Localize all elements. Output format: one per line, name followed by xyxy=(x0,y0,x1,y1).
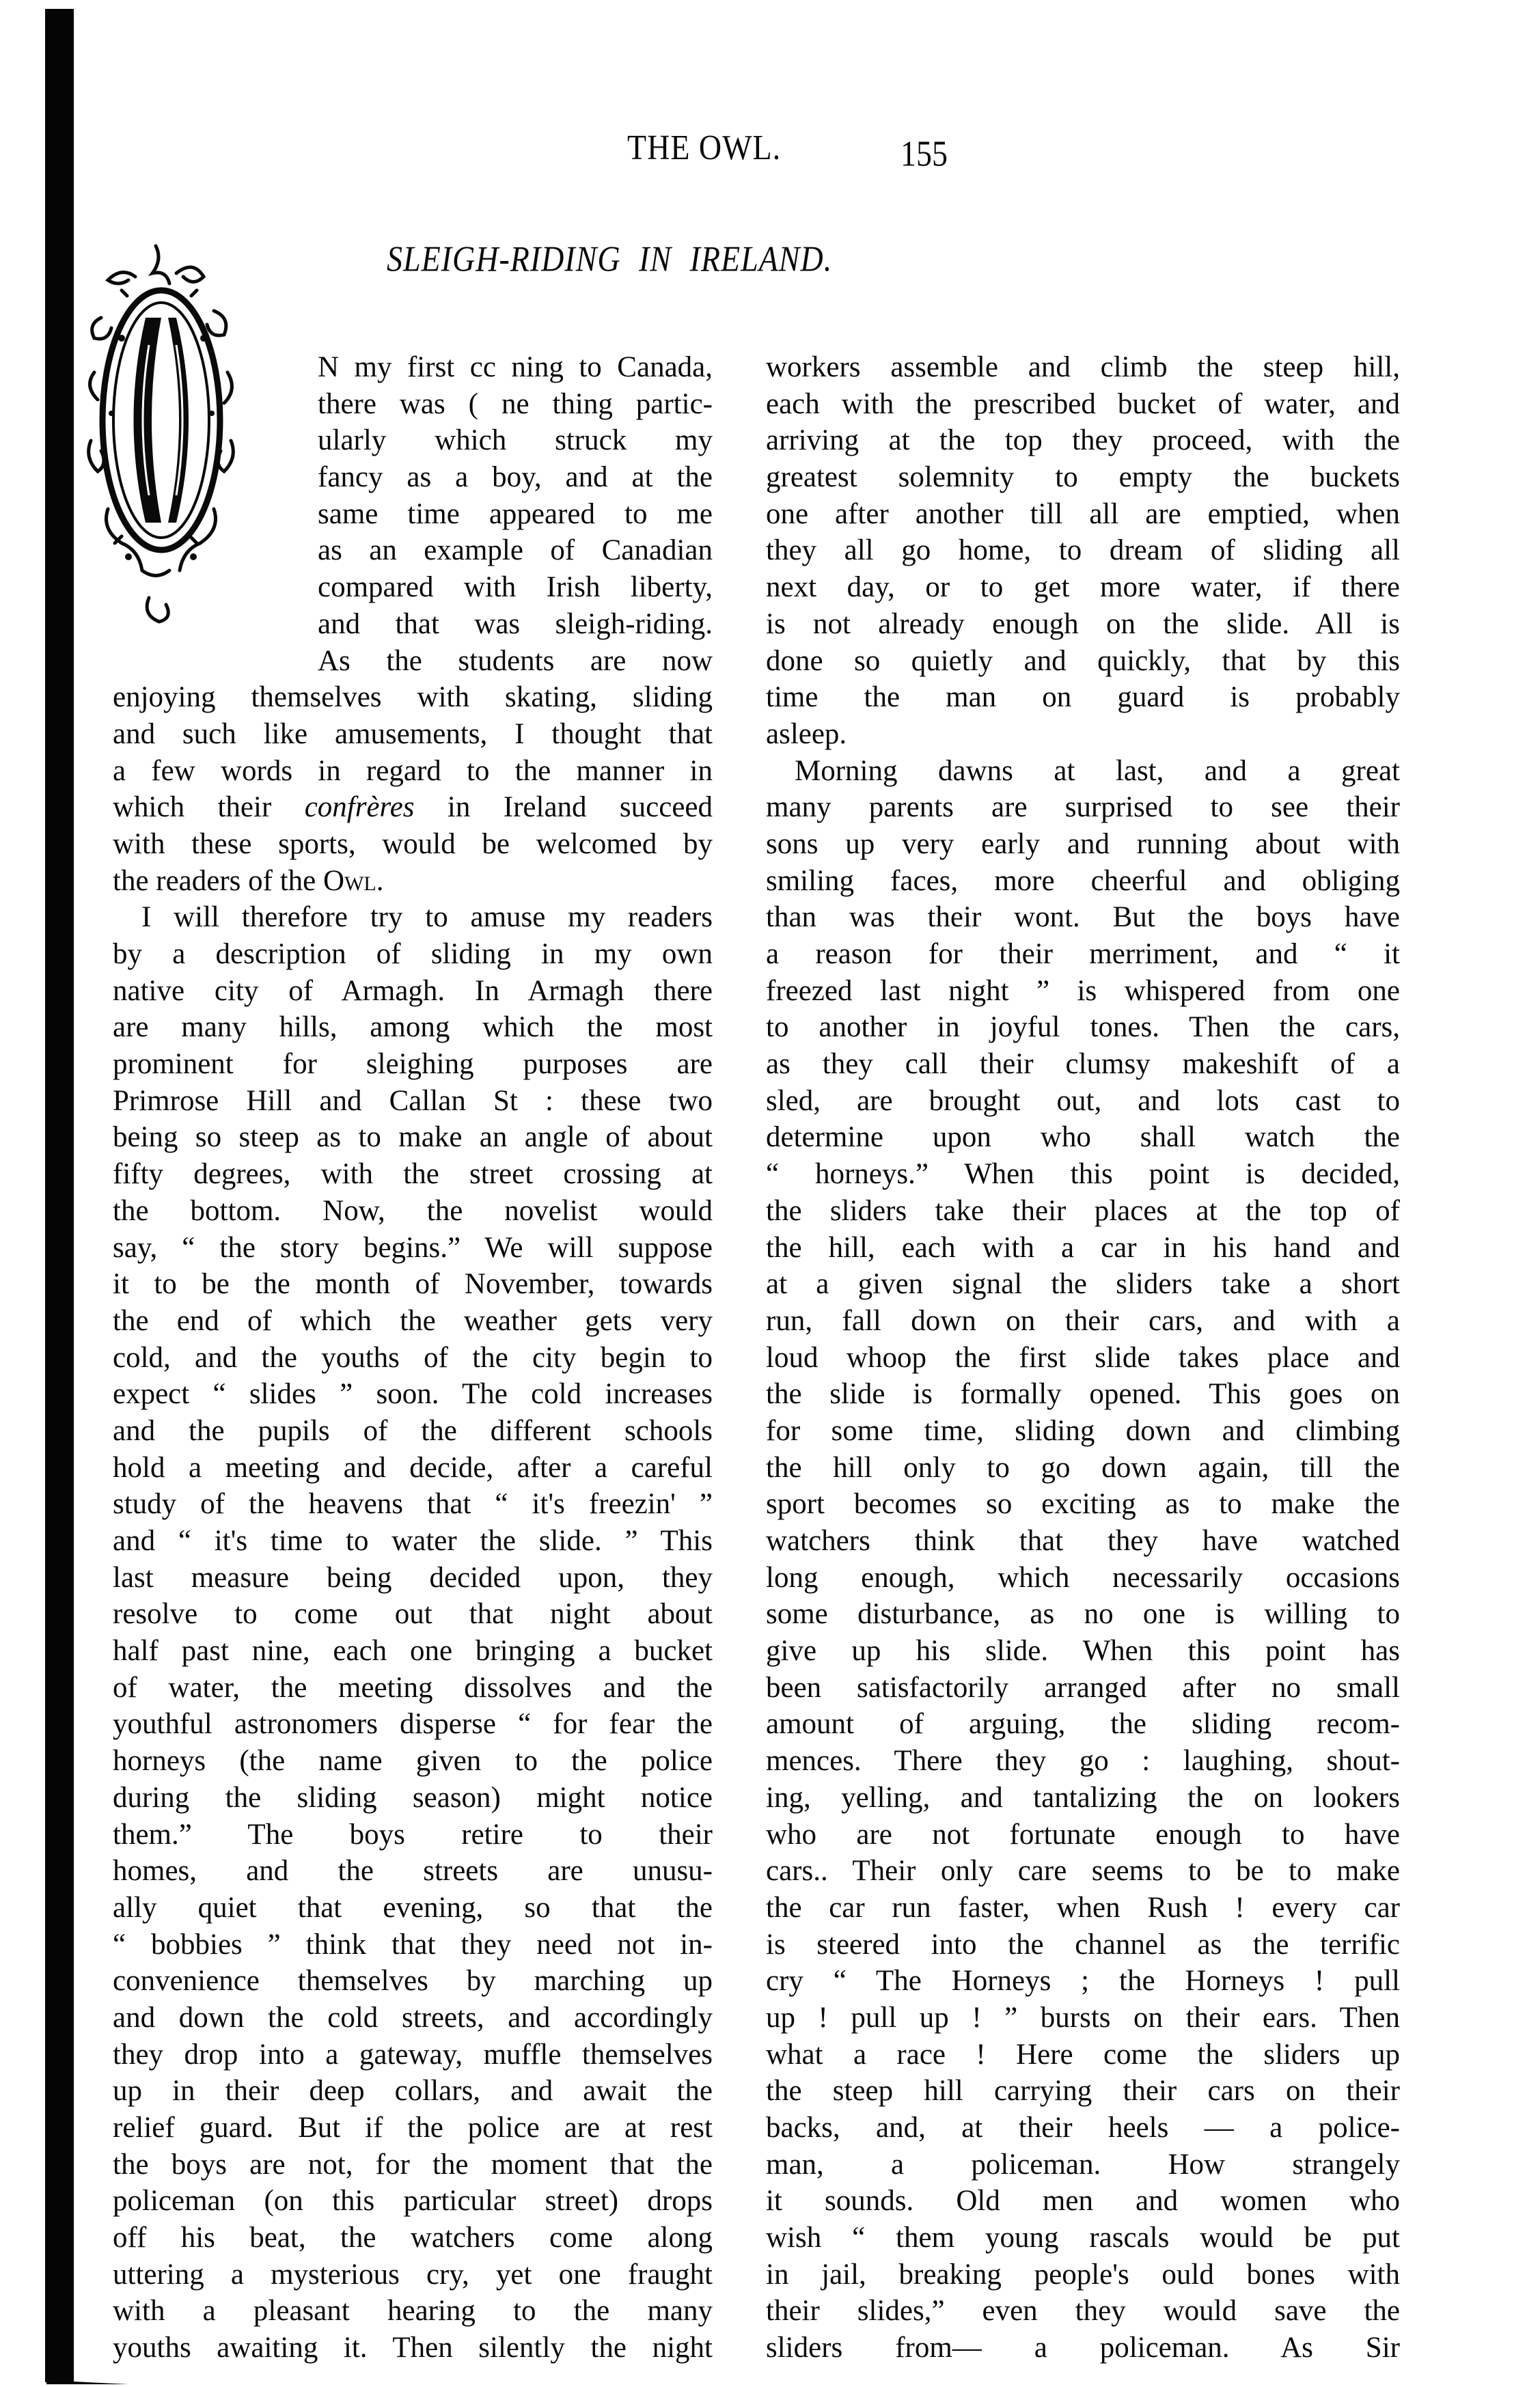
text-line: “ bobbies ” think that they need not in- xyxy=(113,1928,713,1961)
text-line: hold a meeting and decide, after a careful xyxy=(113,1451,713,1484)
text-line: and the pupils of the different schools xyxy=(113,1414,713,1447)
text-line: there was ( ne thing partic- xyxy=(318,387,713,420)
text-line: wish “ them young rascals would be put xyxy=(766,2222,1400,2254)
text-line: As the students are now xyxy=(318,644,713,677)
text-line: it to be the month of November, towards xyxy=(113,1268,713,1301)
text-line: them.” The boys retire to their xyxy=(113,1818,713,1851)
text-line: what a race ! Here come the sliders up xyxy=(766,2038,1400,2071)
text-line: last measure being decided upon, they xyxy=(113,1561,713,1594)
text-line: a few words in regard to the manner in xyxy=(113,754,713,787)
text-line: half past nine, each one bringing a bucket xyxy=(113,1635,713,1668)
text-line: expect “ slides ” soon. The cold increases xyxy=(113,1378,713,1411)
text-line: relief guard. But if the police are at rest xyxy=(113,2112,713,2144)
text-line: it sounds. Old men and women who xyxy=(766,2185,1400,2218)
text-line: “ horneys.” When this point is decided, xyxy=(766,1158,1400,1191)
text-line: smiling faces, more cheerful and obliging xyxy=(766,864,1400,897)
book-binding-edge xyxy=(45,9,74,2382)
text-line: man, a policeman. How strangely xyxy=(766,2148,1400,2181)
text-line: than was their wont. But the boys have xyxy=(766,901,1400,934)
text-line: ing, yelling, and tantalizing the on lookers xyxy=(766,1781,1400,1814)
text-line: policeman (on this particular street) drops xyxy=(113,2185,713,2218)
text-line: as an example of Canadian xyxy=(318,534,713,567)
text-line: youthful astronomers disperse “ for fear the xyxy=(113,1708,713,1741)
text-line: determine upon who shall watch the xyxy=(766,1121,1400,1154)
text-line: run, fall down on their cars, and with a xyxy=(766,1304,1400,1337)
text-line: mences. There they go : laughing, shout- xyxy=(766,1745,1400,1778)
text-line: enjoying themselves with skating, sliding xyxy=(113,681,713,714)
text-line: homes, and the streets are unusu- xyxy=(113,1855,713,1888)
text-line: greatest solemnity to empty the buckets xyxy=(766,461,1400,494)
text-line: horneys (the name given to the police xyxy=(113,1745,713,1778)
text-line: sliders from— a policeman. As Sir xyxy=(766,2332,1400,2364)
text-line: cry “ The Horneys ; the Horneys ! pull xyxy=(766,1965,1400,1998)
text-line: workers assemble and climb the steep hill, xyxy=(766,351,1400,383)
text-line: freezed last night ” is whispered from one xyxy=(766,974,1400,1007)
text-line: the hill, each with a car in his hand and xyxy=(766,1231,1400,1264)
text-line: N my first cc ning to Canada, xyxy=(318,351,713,383)
text-line: sport becomes so exciting as to make the xyxy=(766,1488,1400,1521)
text-line: each with the prescribed bucket of water, and xyxy=(766,387,1400,420)
text-line: same time appeared to me xyxy=(318,497,713,530)
left-column xyxy=(113,349,713,2367)
text-line: resolve to come out that night about xyxy=(113,1598,713,1631)
text-line: cold, and the youths of the city begin to xyxy=(113,1341,713,1374)
journal-name-reference: Owl xyxy=(323,864,376,897)
text-line: arriving at the top they proceed, with the xyxy=(766,424,1400,457)
text-line: and down the cold streets, and accordingly xyxy=(113,2001,713,2034)
text-line: native city of Armagh. In Armagh there xyxy=(113,974,713,1007)
text-line: being so steep as to make an angle of about xyxy=(113,1121,713,1154)
text-line: watchers think that they have watched xyxy=(766,1525,1400,1557)
text-line: fancy as a boy, and at the xyxy=(318,461,713,494)
text-line: convenience themselves by marching up xyxy=(113,1965,713,1998)
text-line: and such like amusements, I thought that xyxy=(113,717,713,750)
journal-name: THE OWL. xyxy=(627,128,782,167)
text-line: they drop into a gateway, muffle themselves xyxy=(113,2038,713,2071)
text-line: and “ it's time to water the slide. ” This xyxy=(113,1525,713,1557)
text-line: cars.. Their only care seems to be to make xyxy=(766,1855,1400,1888)
text-line: the end of which the weather gets very xyxy=(113,1304,713,1337)
text-line: give up his slide. When this point has xyxy=(766,1635,1400,1668)
text-line: the boys are not, for the moment that the xyxy=(113,2148,713,2181)
text-line-with-italic: which their confrères in Ireland succeed xyxy=(113,791,713,824)
text-line: study of the heavens that “ it's freezin' ” xyxy=(113,1488,713,1521)
running-header xyxy=(0,127,1540,174)
text-line: their slides,” even they would save the xyxy=(766,2295,1400,2328)
right-column xyxy=(766,349,1400,2367)
text-line: fifty degrees, with the street crossing at xyxy=(113,1158,713,1191)
text-line: is not already enough on the slide. All is xyxy=(766,607,1400,640)
text-line: youths awaiting it. Then silently the night xyxy=(113,2332,713,2364)
text-line: the car run faster, when Rush ! every car xyxy=(766,1891,1400,1924)
text-line: in jail, breaking people's ould bones with xyxy=(766,2258,1400,2291)
text-line: up in their deep collars, and await the xyxy=(113,2075,713,2108)
text-line: uttering a mysterious cry, yet one fraught xyxy=(113,2258,713,2291)
text-line: the hill only to go down again, till the xyxy=(766,1451,1400,1484)
text-line: are many hills, among which the most xyxy=(113,1011,713,1044)
text-line: done so quietly and quickly, that by this xyxy=(766,644,1400,677)
text-line: the bottom. Now, the novelist would xyxy=(113,1194,713,1227)
text-line: time the man on guard is probably xyxy=(766,681,1400,714)
text-line: during the sliding season) might notice xyxy=(113,1781,713,1814)
paragraph-start-line: Morning dawns at last, and a great xyxy=(795,754,1400,787)
text-line: they all go home, to dream of sliding all xyxy=(766,534,1400,567)
text-line: asleep. xyxy=(766,717,847,750)
text-line: say, “ the story begins.” We will suppose xyxy=(113,1231,713,1264)
text-line: sled, are brought out, and lots cast to xyxy=(766,1084,1400,1117)
text-line: as they call their clumsy makeshift of a xyxy=(766,1048,1400,1081)
text-line: and that was sleigh-riding. xyxy=(318,607,713,640)
text-line: of water, the meeting dissolves and the xyxy=(113,1671,713,1704)
text-line: a reason for their merriment, and “ it xyxy=(766,938,1400,970)
text-line: at a given signal the sliders take a short xyxy=(766,1268,1400,1301)
text-line: one after another till all are emptied, when xyxy=(766,497,1400,530)
text-line: the readers of the Owl. xyxy=(113,864,384,897)
text-line: many parents are surprised to see their xyxy=(766,791,1400,824)
italic-word: confrères xyxy=(304,791,415,824)
text-line: for some time, sliding down and climbing xyxy=(766,1414,1400,1447)
text-line: is steered into the channel as the terrific xyxy=(766,1928,1400,1961)
text-line: ularly which struck my xyxy=(318,424,713,457)
text-line: amount of arguing, the sliding recom- xyxy=(766,1708,1400,1741)
text-line: some disturbance, as no one is willing to xyxy=(766,1598,1400,1631)
text-line: who are not fortunate enough to have xyxy=(766,1818,1400,1851)
text-line: been satisfactorily arranged after no small xyxy=(766,1671,1400,1704)
text-line: the steep hill carrying their cars on their xyxy=(766,2075,1400,2108)
text-line: loud whoop the first slide takes place and xyxy=(766,1341,1400,1374)
text-line: by a description of sliding in my own xyxy=(113,938,713,970)
text-line: the slide is formally opened. This goes on xyxy=(766,1378,1400,1411)
text-line: with these sports, would be welcomed by xyxy=(113,827,713,860)
text-line: next day, or to get more water, if there xyxy=(766,571,1400,604)
text-line: long enough, which necessarily occasions xyxy=(766,1561,1400,1594)
text-line: prominent for sleighing purposes are xyxy=(113,1048,713,1081)
page-number: 155 xyxy=(900,133,948,174)
text-line: ally quiet that evening, so that the xyxy=(113,1891,713,1924)
text-line: with a pleasant hearing to the many xyxy=(113,2295,713,2328)
text-line: backs, and, at their heels — a police- xyxy=(766,2112,1400,2144)
text-line: sons up very early and running about with xyxy=(766,827,1400,860)
paragraph-start-line: I will therefore try to amuse my readers xyxy=(141,901,713,934)
text-line: off his beat, the watchers come along xyxy=(113,2222,713,2254)
text-line: to another in joyful tones. Then the cars, xyxy=(766,1011,1400,1044)
text-line: compared with Irish liberty, xyxy=(318,571,713,604)
text-line: the sliders take their places at the top of xyxy=(766,1194,1400,1227)
text-line: up ! pull up ! ” bursts on their ears. Then xyxy=(766,2001,1400,2034)
text-line: Primrose Hill and Callan St : these two xyxy=(113,1084,713,1117)
article-title: SLEIGH-RIDING IN IRELAND. xyxy=(387,238,833,279)
